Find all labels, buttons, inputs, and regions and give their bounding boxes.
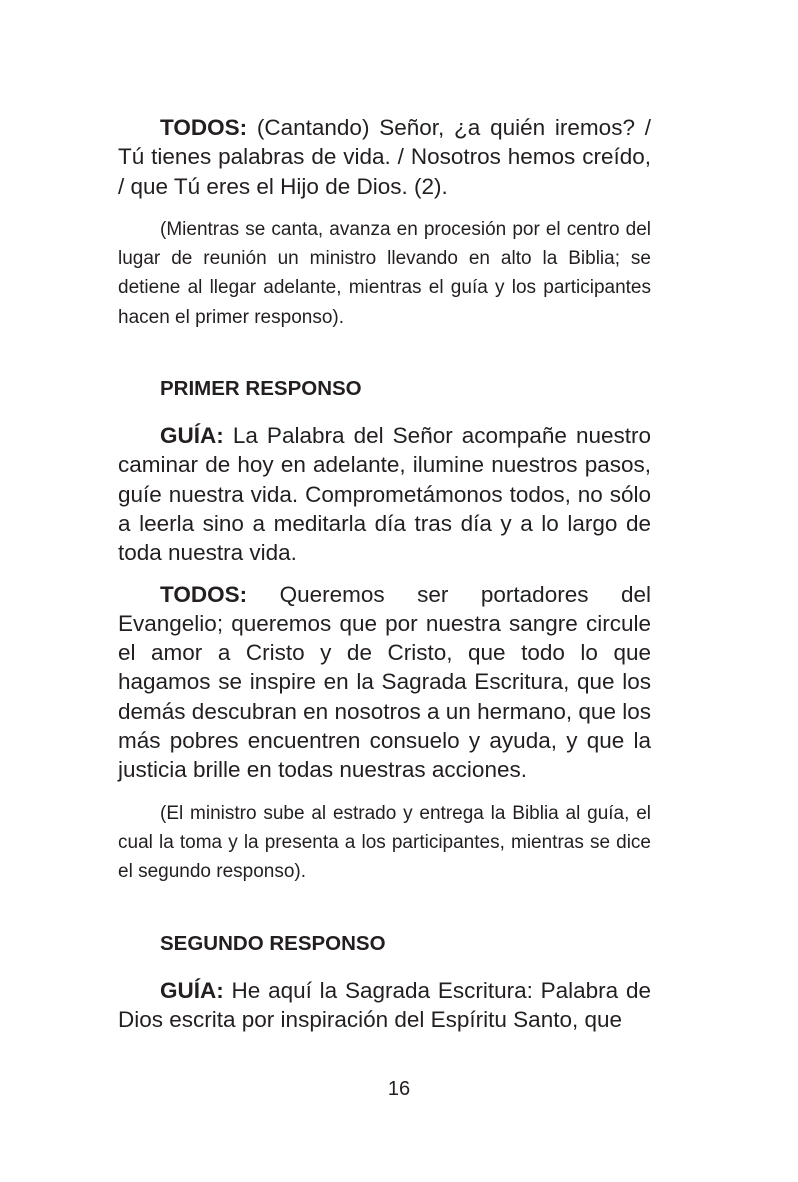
section-heading-segundo-responso: SEGUNDO RESPONSO (160, 931, 386, 955)
guia-response-2 (118, 976, 651, 1035)
speaker-label: GUÍA: (160, 423, 224, 449)
speaker-label: TODOS: (160, 115, 248, 140)
todos-response-2 (118, 580, 651, 785)
response-text: La Palabra del Señor acompañe nuestro caminar de hoy en adelante, ilumine nuestros pasos, guíe nuestra vida. Comprometámonos todos, no sólo a leerla sino a meditarla día tras día y a lo largo de toda nuestra vida. (118, 423, 651, 566)
section-heading-primer-responso: PRIMER RESPONSO (160, 377, 362, 401)
response-text: (Cantando) Señor, ¿a quién iremos? / Tú tienes palabras de vida. / Nosotros hemos creído, / que Tú eres el Hijo de Dios. (2). (118, 115, 651, 199)
guia-response-1 (118, 421, 651, 567)
speaker-label: GUÍA: (160, 977, 224, 1003)
todos-response-1 (118, 113, 651, 201)
page-number: 16 (387, 1078, 411, 1100)
page-body (118, 113, 651, 1034)
speaker-label: TODOS: (160, 581, 248, 607)
rubric-instruction-2: (El ministro sube al estrado y entrega la Biblia al guía, el cual la toma y la presenta a los participantes, mientras se dice el segundo responso). (118, 802, 651, 883)
response-text: He aquí la Sagrada Escritura: Palabra de Dios escrita por inspiración del Espíritu Santo, que (118, 977, 651, 1032)
response-text: Queremos ser portadores del Evangelio; queremos que por nuestra sangre circule el amor a Cristo y de Cristo, que todo lo que hagamos se inspire en la Sagrada Escritura, que los demás descubran en nosotros a un hermano, que los más pobres encuentren consuelo y ayuda, y que la justicia brille en todas nuestras acciones. (118, 581, 651, 783)
rubric-instruction-1: (Mientras se canta, avanza en procesión por el centro del lugar de reunión un ministro llevando en alto la Biblia; se detiene al llegar adelante, mientras el guía y los participantes hacen el primer responso). (118, 218, 651, 328)
